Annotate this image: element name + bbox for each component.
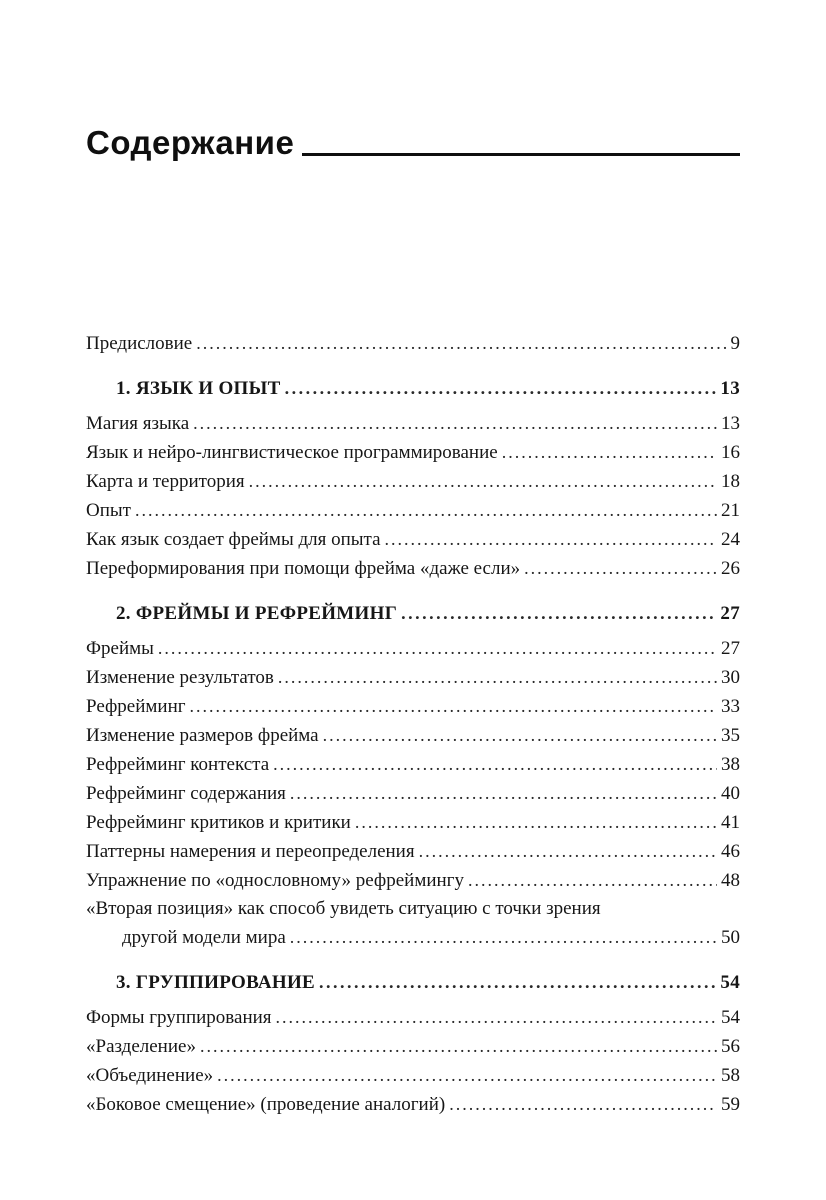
toc-entry [86,525,740,554]
dot-leader [290,923,717,952]
toc-list [86,329,740,1119]
toc-chapter-label: 2. ФРЕЙМЫ И РЕФРЕЙМИНГ [116,603,398,624]
toc-page-number: 38 [721,754,740,775]
toc-entry-label: Паттерны намерения и переопределения [86,841,415,862]
dot-leader [524,554,717,583]
toc-entry-label: Рефрейминг содержания [86,783,286,804]
toc-page-number: 48 [721,870,740,891]
toc-entry [86,634,740,663]
heading-row [86,126,740,159]
toc-entry-line2 [86,923,740,952]
toc-chapter [86,374,740,403]
toc-entry [86,721,740,750]
toc-entry-label: «Объединение» [86,1065,214,1086]
dot-leader [468,866,717,895]
toc-page-number: 33 [721,696,740,717]
toc-entry [86,1061,740,1090]
toc-entry-label: Рефрейминг контекста [86,754,270,775]
toc-entry-label: Изменение результатов [86,667,274,688]
dot-leader [323,721,717,750]
toc-entry [86,554,740,583]
toc-page-number: 26 [721,558,740,579]
toc-page-number: 13 [720,378,740,399]
dot-leader [273,750,717,779]
toc-entry [86,895,740,952]
toc-page-number: 30 [721,667,740,688]
toc-entry [86,496,740,525]
toc-entry-label: Магия языка [86,413,190,434]
toc-entry-label: Переформирования при помощи фрейма «даже если» [86,558,521,579]
dot-leader [385,525,718,554]
toc-chapter [86,968,740,997]
dot-leader [278,663,717,692]
toc-page-number: 56 [721,1036,740,1057]
toc-page-number: 24 [721,529,740,550]
toc-entry [86,866,740,895]
toc-entry-label: Предисловие [86,333,193,354]
toc-entry-label: Упражнение по «однословному» рефреймингу [86,870,464,891]
toc-entry-label: «Разделение» [86,1036,196,1057]
toc-entry [86,692,740,721]
toc-page-number: 50 [721,927,740,948]
toc-entry [86,837,740,866]
toc-entry-label: Рефрейминг критиков и критики [86,812,351,833]
toc-entry-label: «Боковое смещение» (проведение аналогий) [86,1094,446,1115]
dot-leader [419,837,717,866]
toc-entry-label: Язык и нейро-лингвистическое программирование [86,442,498,463]
toc-page-number: 21 [721,500,740,521]
toc-page-number: 9 [730,333,740,354]
toc-chapter [86,599,740,628]
toc-page-number: 54 [721,1007,740,1028]
toc-page-number: 13 [721,413,740,434]
dot-leader [200,1032,717,1061]
toc-entry-label: Изменение размеров фрейма [86,725,319,746]
toc-entry [86,1090,740,1119]
dot-leader [193,409,717,438]
toc-chapter-label: 1. ЯЗЫК И ОПЫТ [116,378,281,399]
toc-entry-line1: «Вторая позиция» как способ увидеть ситуацию с точки зрения [86,898,601,919]
toc-entry-label: Карта и территория [86,471,245,492]
dot-leader [502,438,717,467]
toc-entry [86,438,740,467]
toc-entry [86,663,740,692]
toc-page-number: 40 [721,783,740,804]
toc-entry-label: Как язык создает фреймы для опыта [86,529,381,550]
toc-entry [86,409,740,438]
dot-leader [401,599,716,628]
toc-entry [86,467,740,496]
toc-entry-label: другой модели мира [122,927,286,948]
toc-page-number: 41 [721,812,740,833]
dot-leader [449,1090,717,1119]
dot-leader [196,329,726,358]
dot-leader [135,496,717,525]
toc-page-number: 46 [721,841,740,862]
dot-leader [217,1061,717,1090]
toc-entry [86,1032,740,1061]
dot-leader [355,808,717,837]
toc-page-number: 27 [721,638,740,659]
toc-page-number: 27 [720,603,740,624]
toc-entry [86,808,740,837]
dot-leader [319,968,716,997]
dot-leader [249,467,717,496]
dot-leader [190,692,717,721]
toc-entry [86,750,740,779]
toc-page-number: 35 [721,725,740,746]
toc-entry-label: Рефрейминг [86,696,186,717]
dot-leader [285,374,717,403]
toc-page-number: 58 [721,1065,740,1086]
dot-leader [158,634,717,663]
toc-entry [86,1003,740,1032]
toc-page-number: 54 [720,972,740,993]
toc-page-number: 59 [721,1094,740,1115]
toc-entry-label: Формы группирования [86,1007,272,1028]
dot-leader [290,779,717,808]
toc-chapter-label: 3. ГРУППИРОВАНИЕ [116,972,316,993]
toc-entry-label: Фреймы [86,638,154,659]
dot-leader [276,1003,717,1032]
toc-page-number: 18 [721,471,740,492]
toc-entry [86,779,740,808]
heading-rule [302,153,740,156]
page-title: Содержание [86,124,295,161]
toc-entry [86,329,740,358]
toc-page-number: 16 [721,442,740,463]
toc-entry-label: Опыт [86,500,131,521]
